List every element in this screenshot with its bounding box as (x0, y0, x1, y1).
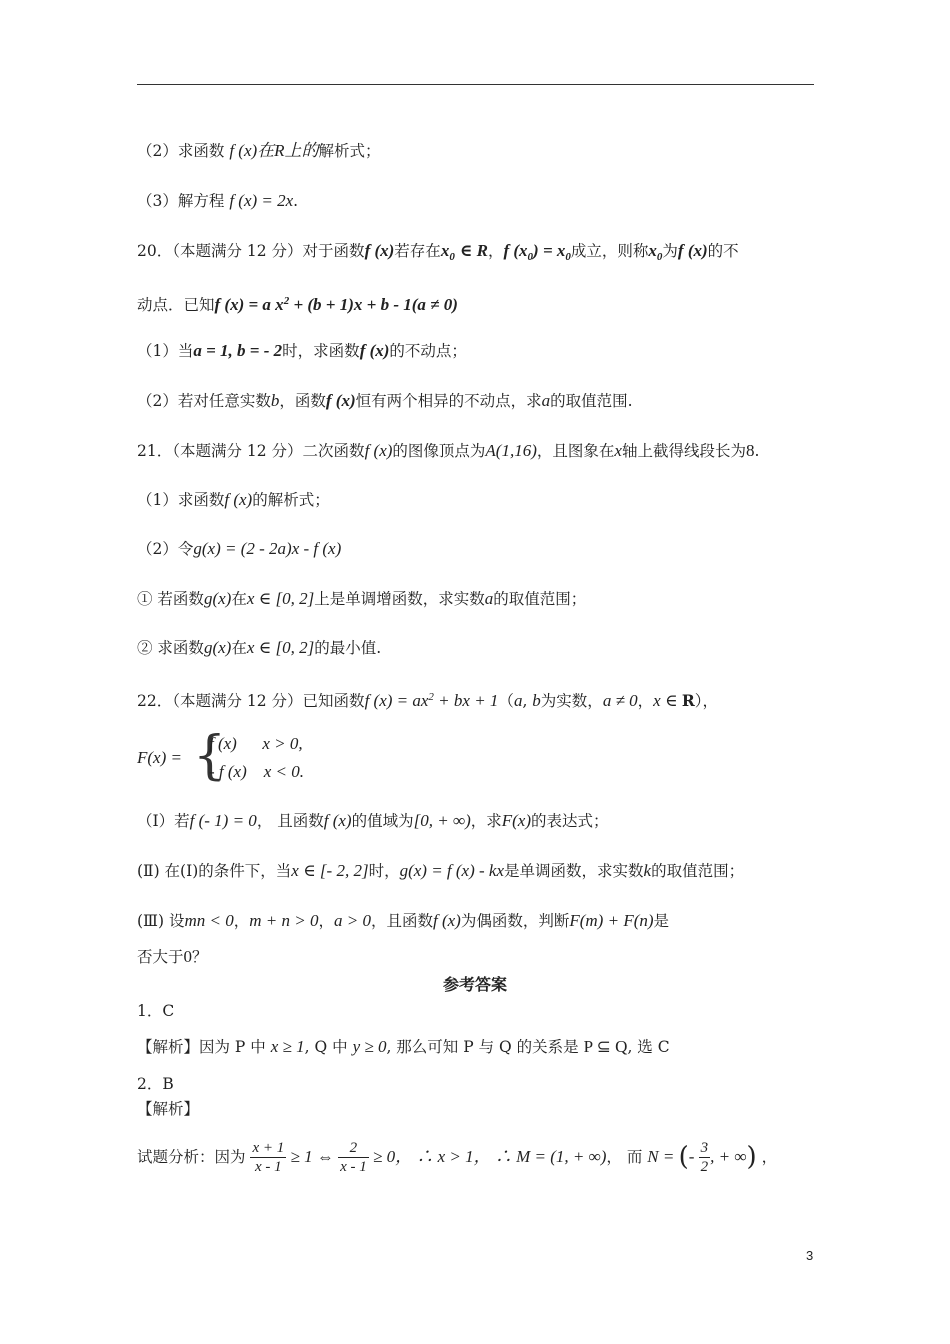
answer-1-explanation: 【解析】因为 P 中 x ≥ 1, Q 中 y ≥ 0, 那么可知 P 与 Q 的关系是 P ⊆ Q, 选 C (137, 1037, 670, 1056)
answer-2-label: 【解析】 (137, 1100, 200, 1118)
q21-part1: （1）求函数f (x)的解析式； (137, 490, 330, 509)
header-rule (137, 84, 814, 85)
q21-part2-sub1: ① 若函数g(x)在x ∈ [0, 2]上是单调增函数，求实数a的取值范围； (137, 589, 587, 608)
q22-part1: （Ⅰ）若f (- 1) = 0， 且函数f (x)的值域为[0, + ∞)，求F(x)的表达式； (137, 811, 609, 830)
q21-stem: 21．（本题满分 12 分）二次函数f (x)的图像顶点为A(1,16)，且图象在x轴上截得线段长为8. (137, 441, 760, 460)
fraction-2: $\frac{2}{x - 1}$ (340, 1139, 367, 1175)
right-paren: ) (746, 1142, 757, 1172)
q22-part3: (Ⅲ) 设mn < 0，m + n > 0，a > 0，且函数f (x)为偶函数，判断F(m) + F(n)是 (137, 911, 670, 930)
q21-part2-sub2: ② 求函数g(x)在x ∈ [0, 2]的最小值. (137, 638, 382, 657)
q21-part2: （2）令g(x) = (2 - 2a)x - f (x) (137, 539, 342, 558)
fraction-3: $\frac{3}{2}$ (700, 1139, 709, 1175)
piecewise-row2: - f (x) x < 0. (209, 762, 305, 781)
answer-2-explanation: 试题分析：因为 $\frac{x + 1}{x - 1}$ ≥ 1 ⇔ $\frac{2}{x - 1}$ ≥ 0， ∴ x > 1， ∴ M = (1, + ∞)， 而 N = (- $\frac{3}{2}$ , + ∞) ， (137, 1139, 778, 1175)
q22-part2: (Ⅱ) 在(Ⅰ)的条件下，当x ∈ [- 2, 2]时，g(x) = f (x) - kx是单调函数，求实数k的取值范围； (137, 861, 745, 880)
q20-stem-line2: 动点．已知f (x) = a $x^2 + (b + 1)x + b - 1(a \ne 0)$ (137, 295, 458, 315)
q20-part1: （1）当a = 1, b = - 2时，求函数f (x)的不动点； (137, 341, 467, 360)
page-number: 3 (806, 1248, 814, 1263)
answer-1: 1．C (137, 1002, 175, 1020)
q20-stem-line1: 20．（本题满分 12 分）对于函数f (x)若存在$x_0$ ∈ R，f $(x_0) = x_0$成立，则称$x_0$为f (x)的不 (137, 241, 739, 264)
q19-part2: （2）求函数 f (x)在R上的解析式； (137, 141, 381, 160)
q20-part2: （2）若对任意实数b，函数f (x)恒有两个相异的不动点，求a的取值范围. (137, 391, 633, 410)
piecewise-row1: f (x) x > 0, (209, 734, 303, 753)
q22-stem: 22．（本题满分 12 分）已知函数f $(x) = ax^2$ + bx + 1（a, b为实数，a ≠ 0，x ∈ R）， (137, 691, 718, 711)
q19-part3: （3）解方程 f (x) = 2x. (137, 191, 299, 210)
answer-2: 2．B (137, 1075, 174, 1093)
left-brace: { (193, 726, 227, 786)
fraction-1: $\frac{x + 1}{x - 1}$ (252, 1139, 285, 1175)
piecewise-lhs: F(x) = (137, 748, 182, 767)
left-paren: ( (678, 1142, 689, 1172)
answers-title: 参考答案 (442, 975, 507, 994)
q22-part3-cont: 否大于0？ (137, 947, 208, 966)
